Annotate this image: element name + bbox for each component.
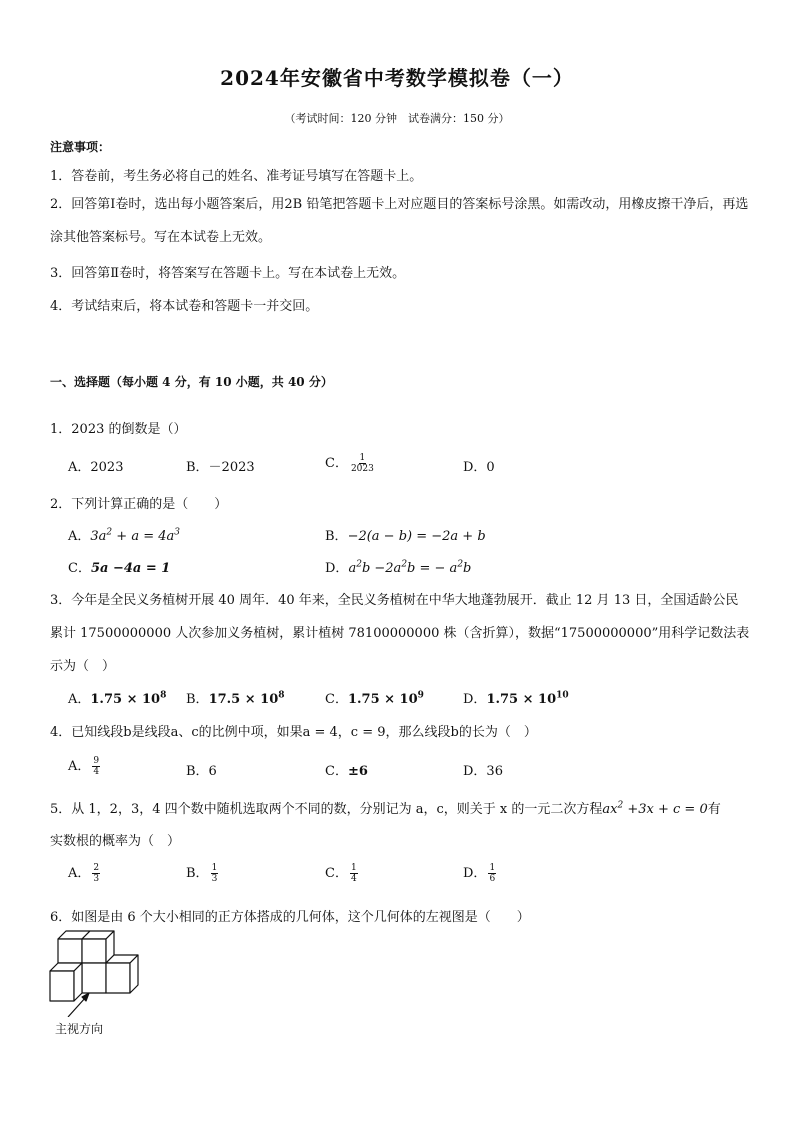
cube-figure — [44, 925, 156, 1021]
notice-heading: 注意事项： — [50, 140, 111, 154]
question-2-stem: 2．下列计算正确的是（ ） — [50, 497, 228, 512]
notice-item-3: 3．回答第Ⅱ卷时，将答案写在答题卡上。写在本试卷上无效。 — [50, 266, 406, 281]
q5-option-d: D． $\frac{1}{6}$ — [463, 863, 496, 884]
page-title: 2024年安徽省中考数学模拟卷（一） — [220, 66, 574, 90]
exam-info: （考试时间：120 分钟 试卷满分：150 分） — [284, 112, 510, 125]
question-6-stem: 6．如图是由 6 个大小相同的正方体搭成的几何体，这个几何体的左视图是（ ） — [50, 910, 530, 925]
q1-option-a: A．2023 — [68, 460, 124, 475]
q5-option-a: A． $\frac{2}{3}$ — [68, 863, 100, 884]
q2-option-c: C．5a −4a = 1 — [68, 561, 171, 576]
q4-option-c: C．±6 — [325, 764, 368, 779]
q5-option-c: C． $\frac{1}{4}$ — [325, 863, 357, 884]
question-4-stem: 4．已知线段b是线段a、c的比例中项，如果a = 4，c = 9，那么线段b的长为（ ） — [50, 725, 537, 740]
question-3-stem: 3．今年是全民义务植树开展 40 周年．40 年来，全民义务植树在中华大地蓬勃展开．截止 12 月 13 日，全国适龄公民累计 17500000000 人次参加义务植树，累计植树 78100000000 株（含折算），数据“17500000000”用科学记数法表示为（ ） — [50, 593, 750, 674]
cube-top-right — [82, 931, 114, 963]
question-5-stem: 5．从 1，2，3，4 四个数中随机选取两个不同的数，分别记为 a，c，则关于 x 的一元二次方程$ax^2 +3x + c = 0$有 — [50, 800, 721, 817]
q2-option-d: D．$a^2b -2a^2b$ = − $a^2b$ — [325, 559, 472, 576]
question-1-stem: 1．2023 的倒数是（） — [50, 422, 187, 437]
q3-option-b: B．$17.5 \times 10^8$ — [186, 690, 285, 707]
q4-option-d: D．36 — [463, 764, 503, 779]
q3-option-a: A．$1.75 \times 10^8$ — [68, 690, 167, 707]
cube-bottom-right — [106, 955, 138, 993]
q1-option-c: C． $\frac{1}{2023}$ — [325, 453, 374, 474]
q2-option-b: B．−2(a − b) = −2a + b — [325, 529, 486, 544]
q1-option-d: D．0 — [463, 460, 495, 475]
q3-option-c: C．$1.75 \times 10^9$ — [325, 690, 424, 707]
q4-option-b: B．6 — [186, 764, 217, 779]
q2-option-a: A．$3a^2 + a = 4a^3$ — [68, 527, 180, 544]
q5-option-b: B． $\frac{1}{3}$ — [186, 863, 218, 884]
q1-option-b: B．－2023 — [186, 460, 255, 475]
section-heading: 一、选择题（每小题 4 分，有 10 小题，共 40 分） — [50, 375, 333, 389]
notice-item-4: 4．考试结束后，将本试卷和答题卡一并交回。 — [50, 299, 319, 314]
notice-item-2: 2．回答第Ⅰ卷时，选出每小题答案后，用2B 铅笔把答题卡上对应题目的答案标号涂黑。如需改动，用橡皮擦干净后，再选涂其他答案标号。写在本试卷上无效。 — [50, 197, 749, 245]
notice-item-1: 1．答卷前，考生务必将自己的姓名、准考证号填写在答题卡上。 — [50, 169, 423, 184]
q4-option-a: A． $\frac{9}{4}$ — [68, 756, 100, 777]
cube-bottom-middle — [74, 963, 106, 1001]
question-5-stem-cont: 实数根的概率为（ ） — [50, 834, 181, 849]
figure-label: 主视方向 — [55, 1022, 104, 1036]
q3-option-d: D．$1.75 \times 10^{10}$ — [463, 690, 569, 707]
